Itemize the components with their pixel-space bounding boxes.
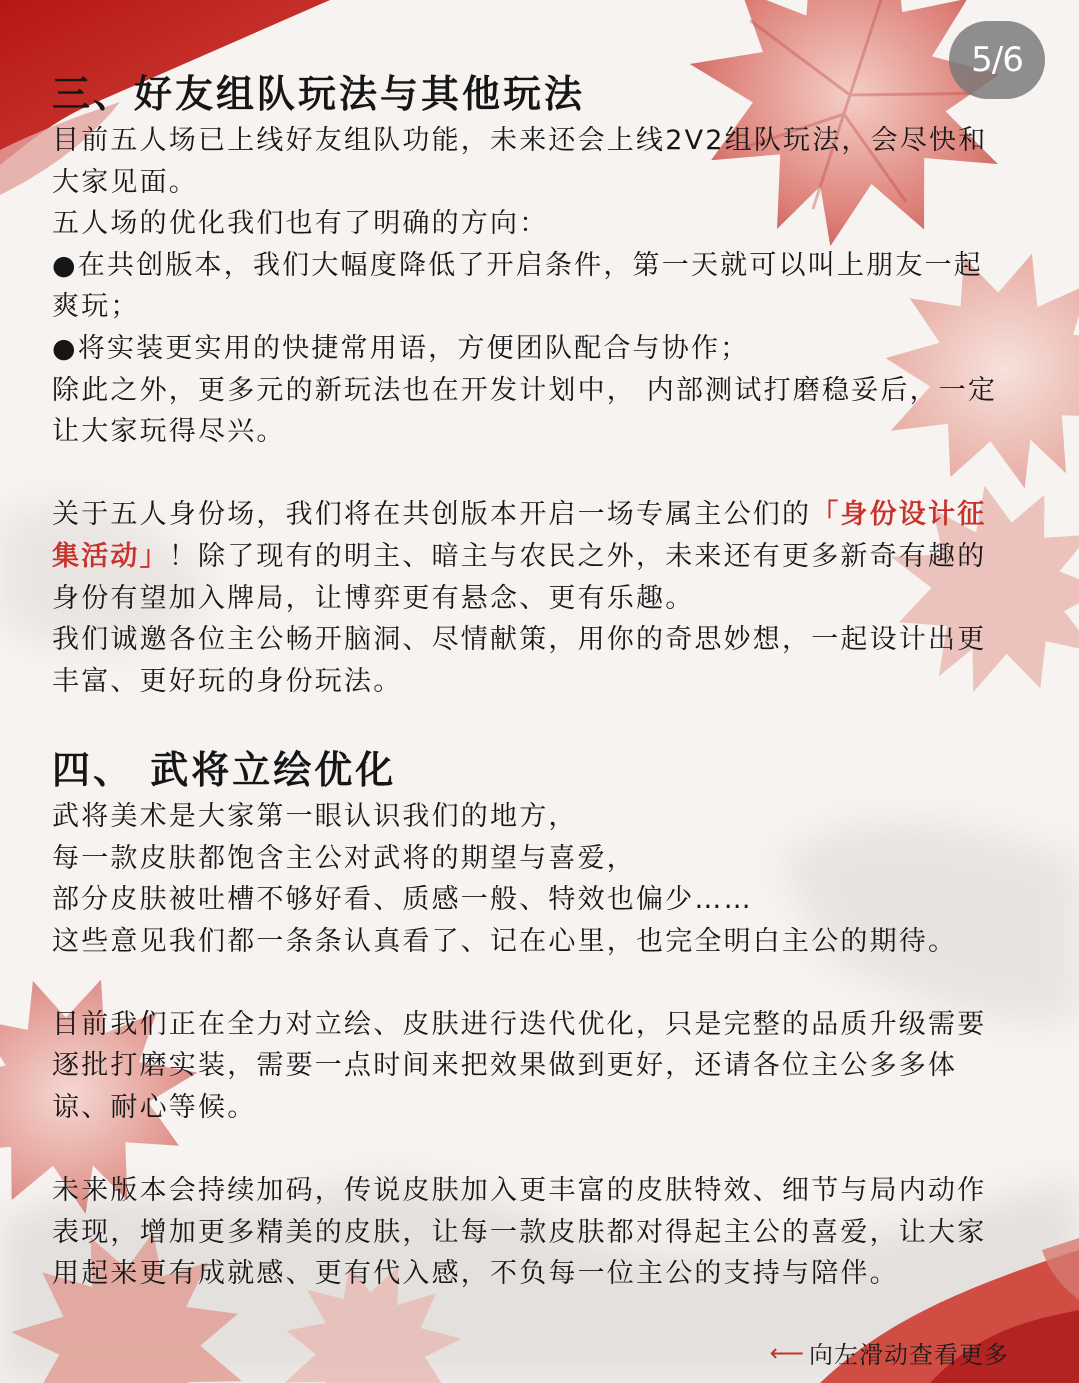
paragraph-4-text-before: 关于五人身份场，我们将在共创版本开启一场专属主公们的 [52, 499, 812, 531]
section-3-paragraph-1: 目前五人场已上线好友组队功能，未来还会上线2V2组队玩法，会尽快和大家见面。 [52, 125, 988, 198]
section-3-paragraph-2: 五人场的优化我们也有了明确的方向： [52, 208, 549, 240]
section-3-title: 三、好友组队玩法与其他玩法 [52, 72, 586, 116]
left-arrow-icon: ⟵ [769, 1338, 805, 1367]
identity-design-event-highlight: 「身份设计征集活动」 [52, 499, 987, 572]
section-4-line-1: 武将美术是大家第一眼认识我们的地方， [52, 800, 578, 832]
section-4-line-3: 部分皮肤被吐槽不够好看、质感一般、特效也偏少…… [52, 884, 753, 916]
section-gap [52, 702, 1012, 744]
section-4-line-4: 这些意见我们都一条条认真看了、记在心里，也完全明白主公的期待。 [52, 925, 958, 957]
section-4-paragraph-2: 目前我们正在全力对立绘、皮肤进行迭代优化，只是完整的品质升级需要逐批打磨实装，需要一点时间来把效果做到更好，还请各位主公多多体谅、耐心等候。 [52, 1008, 987, 1124]
section-3-bullet-2: ●将实装更实用的快捷常用语，方便团队配合与协作； [52, 332, 750, 364]
article-content [52, 68, 1012, 1295]
page-counter-badge: 5/6 [949, 21, 1045, 99]
section-3-paragraph-5: 我们诚邀各位主公畅开脑洞、尽情献策，用你的奇思妙想，一起设计出更丰富、更好玩的身份玩法。 [52, 624, 987, 697]
swipe-hint-label: 向左滑动查看更多 [809, 1341, 1009, 1369]
paragraph-gap [52, 453, 1012, 495]
paragraph-4-text-after: ！除了现有的明主、暗主与农民之外，未来还有更多新奇有趣的身份有望加入牌局，让博弈更有悬念、更有乐趣。 [52, 540, 987, 614]
section-3-paragraph-3: 除此之外，更多元的新玩法也在开发计划中， 内部测试打磨稳妥后，一定让大家玩得尽兴。 [52, 374, 998, 448]
section-3-bullet-1: ●在共创版本，我们大幅度降低了开启条件，第一天就可以叫上朋友一起爽玩； [52, 249, 983, 323]
section-4-title: 四、 武将立绘优化 [52, 747, 397, 792]
swipe-left-hint[interactable] [770, 1335, 1009, 1370]
paragraph-gap [52, 962, 1012, 1004]
section-4-line-2: 每一款皮肤都饱含主公对武将的期望与喜爱， [52, 842, 636, 874]
section-4-paragraph-3: 未来版本会持续加码，传说皮肤加入更丰富的皮肤特效、细节与局内动作表现，增加更多精美的皮肤，让每一款皮肤都对得起主公的喜爱，让大家用起来更有成就感、更有代入感，不负每一位主公的支持与陪伴。 [52, 1175, 987, 1290]
section-3-paragraph-4 [52, 494, 1012, 619]
paragraph-gap [52, 1129, 1012, 1171]
